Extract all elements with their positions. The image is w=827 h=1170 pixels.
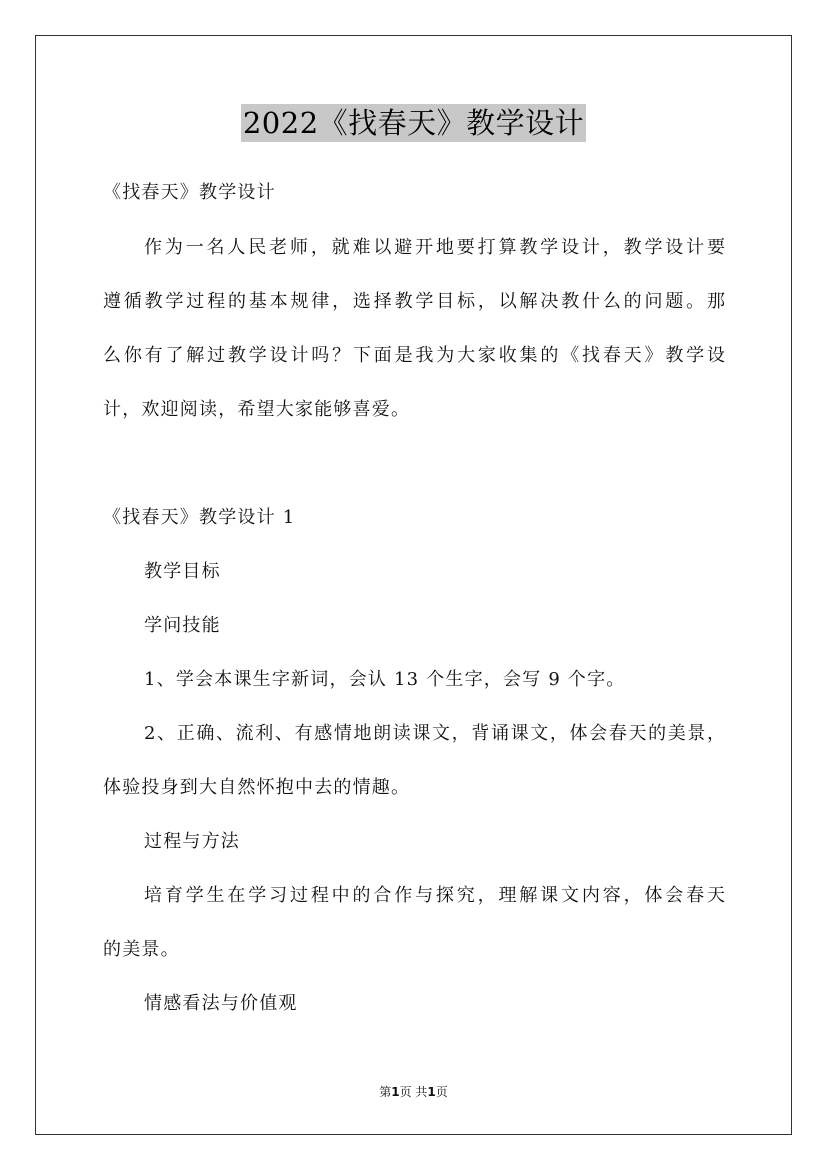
process-text-line-2: 的美景。 (103, 939, 180, 960)
page-footer (0, 1083, 827, 1101)
goal-item-2-line-1: 2、正确、流利、有感情地朗读课文，背诵课文，体会春天的美景， (144, 723, 725, 744)
footer-prefix: 第 (379, 1085, 392, 1099)
process-text-line-1: 培育学生在学习过程中的合作与探究，理解课文内容，体会春天 (144, 885, 725, 906)
document-title: 2022《找春天》教学设计 (242, 106, 585, 140)
footer-total-pages: 1 (427, 1085, 436, 1099)
goals-heading: 教学目标 (144, 561, 221, 582)
intro-line-4: 计，欢迎阅读，希望大家能够喜爱。 (103, 399, 411, 420)
process-heading: 过程与方法 (144, 831, 240, 852)
skills-heading: 学问技能 (144, 615, 221, 636)
title-container (0, 104, 827, 142)
intro-line-3: 么你有了解过教学设计吗？下面是我为大家收集的《找春天》教学设 (103, 345, 725, 366)
goal-item-1: 1、学会本课生字新词，会认 13 个生字，会写 9 个字。 (144, 669, 626, 690)
intro-line-2: 遵循教学过程的基本规律，选择教学目标，以解决教什么的问题。那 (103, 291, 725, 312)
emotion-heading: 情感看法与价值观 (144, 993, 298, 1014)
footer-suffix: 页 (435, 1085, 448, 1099)
footer-middle: 页 共 (399, 1085, 428, 1099)
section-title: 《找春天》教学设计 1 (103, 507, 296, 528)
footer-page-number: 1 (391, 1085, 400, 1099)
subtitle: 《找春天》教学设计 (103, 182, 276, 203)
goal-item-2-line-2: 体验投身到大自然怀抱中去的情趣。 (103, 777, 411, 798)
intro-line-1: 作为一名人民老师，就难以避开地要打算教学设计，教学设计要 (144, 237, 725, 258)
